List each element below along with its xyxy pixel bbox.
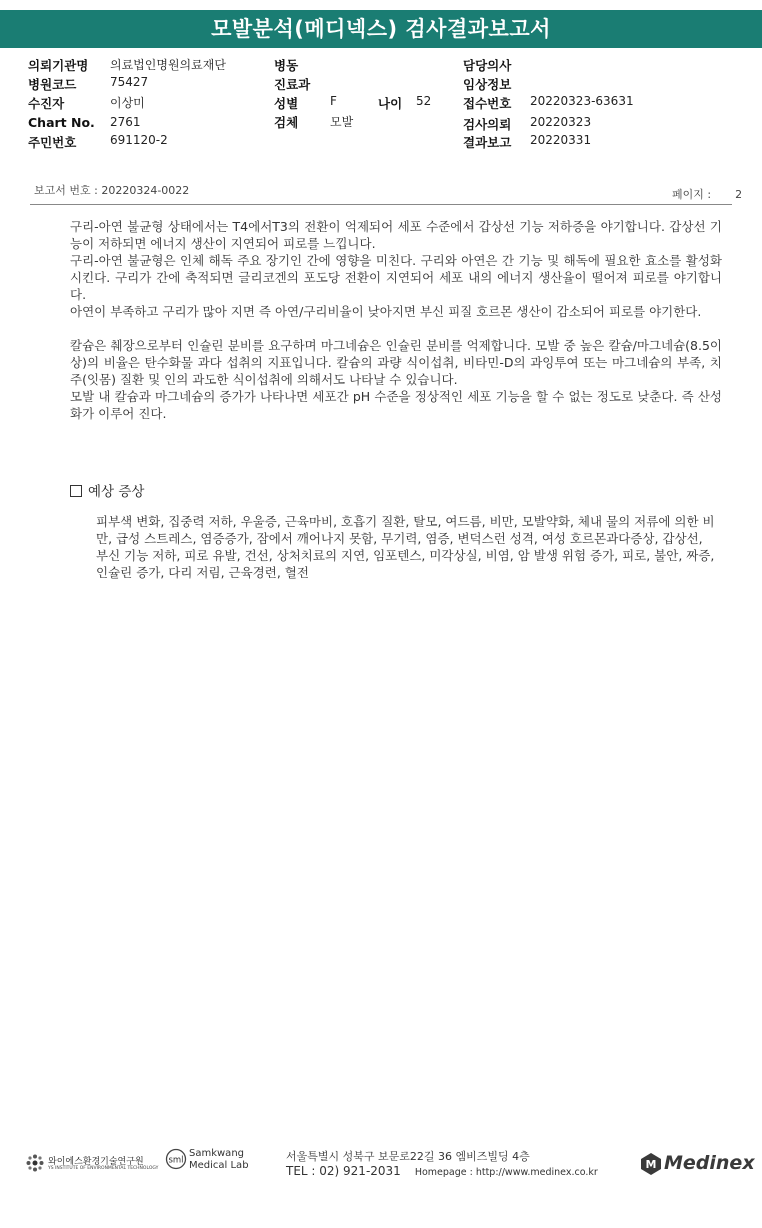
chart-no-value: 2761 [110,115,141,129]
divider [30,204,732,205]
ward-label: 병동 [274,58,299,73]
examinee-value: 이상미 [110,96,145,110]
samkwang-logo-icon [165,1148,187,1170]
clinical-info-label: 임상정보 [463,77,512,92]
ys-institute-logo [26,1154,159,1176]
ys-logo-icon [26,1154,44,1172]
examinee-label: 수진자 [28,96,65,111]
footer [0,1148,762,1188]
specimen-label: 검체 [274,115,299,130]
chart-no-label: Chart No. [28,115,95,130]
department-label: 진료과 [274,77,311,92]
page-indicator [672,186,742,202]
paragraph: 모발 내 칼슘과 마그네슘의 증가가 나타나면 세포간 pH 수준을 정상적인 세포 기능을 할 수 없는 정도로 낮춘다. 즉 산성화가 이루어 진다. [70,389,722,421]
age-value: 52 [416,94,432,108]
hospital-code-value: 75427 [110,75,149,89]
age-label: 나이 [378,96,403,111]
specimen-value: 모발 [330,115,354,129]
report-number: 보고서 번호 : 20220324-0022 [34,184,190,197]
institution-value: 의료법인명원의료재단 [110,58,226,72]
result-date-label: 결과보고 [463,135,512,150]
medinex-logo [640,1152,755,1176]
paragraph: 구리-아연 불균형은 인체 해독 주요 장기인 간에 영향을 미친다. 구리와 아연은 간 기능 및 해독에 필요한 효소를 활성화시킨다. 구리가 간에 축적되면 글리코겐의 포도당 전환이 지연되어 세포 내의 에너지 생산율이 떨어져 피로를 야기합니다. [70,253,722,302]
hospital-code-label: 병원코드 [28,77,77,92]
svg-text:sml: sml [168,1155,184,1166]
symptoms-list: 피부색 변화, 집중력 저하, 우울증, 근육마비, 호흡기 질환, 탈모, 여드름, 비만, 모발약화, 체내 물의 저류에 의한 비만, 급성 스트레스, 염증증가, 잠에서 깨어나지 못함, 무기력, 염증, 변덕스런 성격, 여성 호르몬과다증상, 갑상선, 부신 기능 저하, 피로 유발, 건선, 상처치료의 지연, 임포텐스, 미각상실, 비염, 암 발생 위험 증가, 피로, 불안, 짜증, 인슐린 증가, 다리 저림, 근육경련, 혈전 [96,514,715,580]
svg-text:M: M [645,1158,657,1171]
request-date-label: 검사의뢰 [463,117,512,132]
section-title: 예상 증상 [88,484,145,500]
homepage: Homepage : http://www.medinex.co.kr [414,1167,598,1178]
page-label: 페이지 : [672,188,712,201]
institution-label: 의뢰기관명 [28,58,89,73]
contact-line [286,1164,598,1178]
medinex-logo-icon [640,1152,662,1176]
receipt-no-label: 접수번호 [463,96,512,111]
page-number: 2 [735,188,743,201]
doctor-label: 담당의사 [463,58,512,73]
request-date-value: 20220323 [530,115,592,129]
ys-institute-name: 와이에스환경기술연구원 [48,1157,144,1167]
medinex-brand: Medinex [664,1152,755,1174]
receipt-no-value: 20220323-63631 [530,94,634,108]
resident-no-value: 691120-2 [110,133,168,147]
ys-institute-subtitle: YS INSTITUTE OF ENVIRONMENTAL TECHNOLOGY [48,1166,159,1171]
telephone: TEL : 02) 921-2031 [286,1164,401,1178]
samkwang-logo [165,1148,249,1174]
report-title: 모발분석(메디넥스) 검사결과보고서 [0,10,762,48]
address: 서울특별시 성북구 보문로22길 36 엠비즈빌딩 4층 [286,1150,530,1163]
samkwang-name: Samkwang [189,1148,244,1159]
checkbox-square-icon [70,485,82,497]
sex-label: 성별 [274,96,299,111]
expected-symptoms-heading [70,480,144,500]
report-body [70,218,722,422]
paragraph: 구리-아연 불균형 상태에서는 T4에서T3의 전환이 억제되어 세포 수준에서 갑상선 기능 저하증을 야기합니다. 갑상선 기능이 저하되면 에너지 생산이 지연되어 피로를 느낍니다. [70,219,722,251]
patient-info-block [0,56,762,156]
resident-no-label: 주민번호 [28,135,77,150]
paragraph: 아연이 부족하고 구리가 많아 지면 즉 아연/구리비율이 낮아지면 부신 피질 호르몬 생산이 감소되어 피로를 야기한다. [70,304,702,319]
paragraph: 칼슘은 췌장으로부터 인슐린 분비를 요구하며 마그네슘은 인슐린 분비를 억제합니다. 모발 중 높은 칼슘/마그네슘(8.5이상)의 비율은 탄수화물 과다 섭취의 지표입니다. 칼슘의 과량 식이섭취, 비타민-D의 과잉투여 또는 마그네슘의 부족, 치주(잇몸) 질환 및 인의 과도한 식이섭취에 의해서도 나타날 수 있습니다. [70,338,722,387]
medical-lab-name: Medical Lab [189,1160,249,1171]
sex-value: F [330,94,337,108]
result-date-value: 20220331 [530,133,592,147]
